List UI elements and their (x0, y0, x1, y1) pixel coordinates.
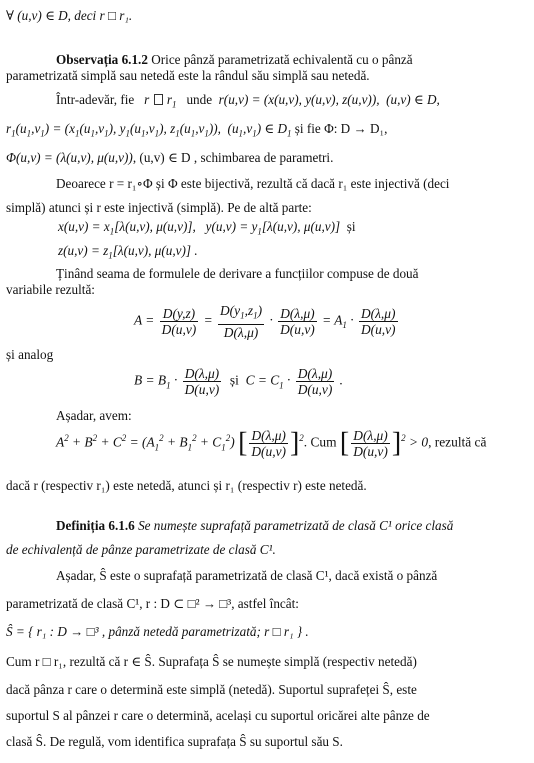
obs-text-2: parametrizată simplă sau netedă este la rândul său simplă sau netedă. (6, 68, 370, 83)
def-line-1 (56, 518, 534, 534)
p3-line-1 (56, 176, 534, 192)
asadar-line (56, 408, 534, 424)
p3-si: și (346, 219, 356, 234)
eq-sum-squares: $A^2 + B^2 + C^2 = (A_1^2 + B_1^2 + C_1^2)$ [ $\frac{D(\lambda,\mu)}{D(u,v)}$ ]$^2$. Cum [ $\frac{D(\lambda,\mu)}{D(u,v)}$ ]$^2$ > 0, rezultă că (56, 427, 487, 459)
p3-eq-1: $x(u,v) = x_1[\lambda(u,v)$, μ(u,v)], $y(u,v) = y_1[\lambda(u,v)$, μ(u,v)] și (58, 219, 356, 237)
obs-line-1 (56, 52, 526, 68)
fin-text-4: clasă Ŝ. De regulă, vom identifica suprafața Ŝ su suportul său S. (6, 734, 343, 749)
fin-text-1: Cum r □ r₁, rezultă că r ∈ Ŝ. Suprafața Ŝ se numește simplă (respectiv netedă) (6, 654, 417, 669)
obs-line-2 (6, 68, 534, 84)
p4-line-2 (6, 282, 534, 298)
p3-text-1: Deoarece r = r₁∘Φ și Φ este bijectivă, rezultă că dacă r₁ este injectivă (deci (56, 176, 450, 191)
as2-text-2: parametrizată de clasă C¹, r : D ⊂ □² → □³, astfel încât: (6, 596, 299, 611)
p4-line-1 (56, 266, 534, 282)
fin-text-3: suportul S al pânzei r care o determină, același cu suportul oricărei alte pânze de (6, 708, 430, 723)
eq-B-C: $B = B_1$ · $\frac{D(\lambda,\mu)}{D(u,v)}$ și $C = C_1$ · $\frac{D(\lambda,\mu)}{D(u,v)}$ . (134, 366, 343, 397)
as2-text-1: Așadar, Ŝ este o suprafață parametrizată de clasă C¹, dacă există o pânză (56, 568, 438, 583)
p2-line-2: $r_1(u_1,v_1) = (x_1(u_1,v_1)$, $y_1(u_1,v_1)$, $z_1(u_1,v_1)$), $(u_1,v_1)$ ∈ $D_1$ și fie Φ: D → D₁, (6, 121, 388, 139)
p2-tail-2: și fie Φ: D → D₁, (294, 121, 388, 136)
top-line (6, 8, 534, 24)
p4-text-1: Ținând seama de formulele de derivare a funcțiilor compuse de două (56, 266, 419, 281)
eq-A: A = $\frac{D(y,z)}{D(u,v)}$ = $\frac{D(y_1,z_1)}{D(\lambda,\mu)}$ · $\frac{D(\lambda,\mu)}{D(u,v)}$ = $A_1$ · $\frac{D(\lambda,\mu)}{D(u,v)}$ (134, 303, 396, 340)
def-text-1: Se numește suprafață parametrizată de clasă C¹ orice clasă (134, 518, 454, 533)
cum: . Cum (303, 434, 337, 450)
p3-eq-2: $z(u,v) = z_1[\lambda(u,v)$, μ(u,v)] . (58, 243, 198, 261)
top-line-text: ∀ (u,v) ∈ D, deci r □ r₁. (6, 8, 133, 23)
si-analog: și analog (6, 347, 54, 362)
p2-line-3: Φ(u,v) = (λ(u,v), μ(u,v)), (u,v) ∈ D , schimbarea de parametri. (6, 150, 334, 165)
p4-text-2: variabile rezultă: (6, 282, 95, 297)
fin-line-4 (6, 734, 534, 750)
rezulta-ca: , rezultă că (428, 434, 487, 450)
def-line-2 (6, 542, 534, 558)
p2-line-1: Într-adevăr, fie r $r_1$ unde r(u,v) = (x(u,v), y(u,v), z(u,v)), (u,v) ∈ D, (56, 92, 440, 110)
p2-text-a: Într-adevăr, fie (56, 92, 135, 107)
as2-line-2 (6, 596, 534, 612)
def-title: Definiția 6.1.6 (56, 518, 135, 533)
set-text: Ŝ = { r₁ : D → □³ , pânză netedă parametrizată; r □ r₁ } . (6, 624, 309, 639)
def-text-2: de echivalență de pânze parametrizate de clasă C¹. (6, 542, 276, 557)
asadar: Așadar, avem: (56, 408, 132, 423)
concl-text: dacă r (respectiv r₁) este netedă, atunci și r₁ (respectiv r) este netedă. (6, 478, 367, 493)
concl-line (6, 478, 534, 494)
obs-text-1: Orice pânză parametrizată echivalentă cu o pânză (147, 52, 413, 67)
fin-line-3 (6, 708, 534, 724)
p3-line-2 (6, 200, 534, 216)
p2-tail-3: , (u,v) ∈ D , schimbarea de parametri. (132, 150, 334, 165)
p3-text-2: simplă) atunci și r este injectivă (simplă). Pe de altă parte: (6, 200, 312, 215)
fin-line-1 (6, 654, 534, 670)
set-line (6, 624, 534, 640)
fin-line-2 (6, 682, 534, 698)
si-analog-line (6, 347, 534, 363)
as2-line-1 (56, 568, 534, 584)
p2-text-b: unde (186, 92, 213, 107)
obs-title: Observația 6.1.2 (56, 52, 148, 67)
fin-text-2: dacă pânza r care o determină este simplă (netedă). Suportul suprafeței Ŝ, este (6, 682, 417, 697)
